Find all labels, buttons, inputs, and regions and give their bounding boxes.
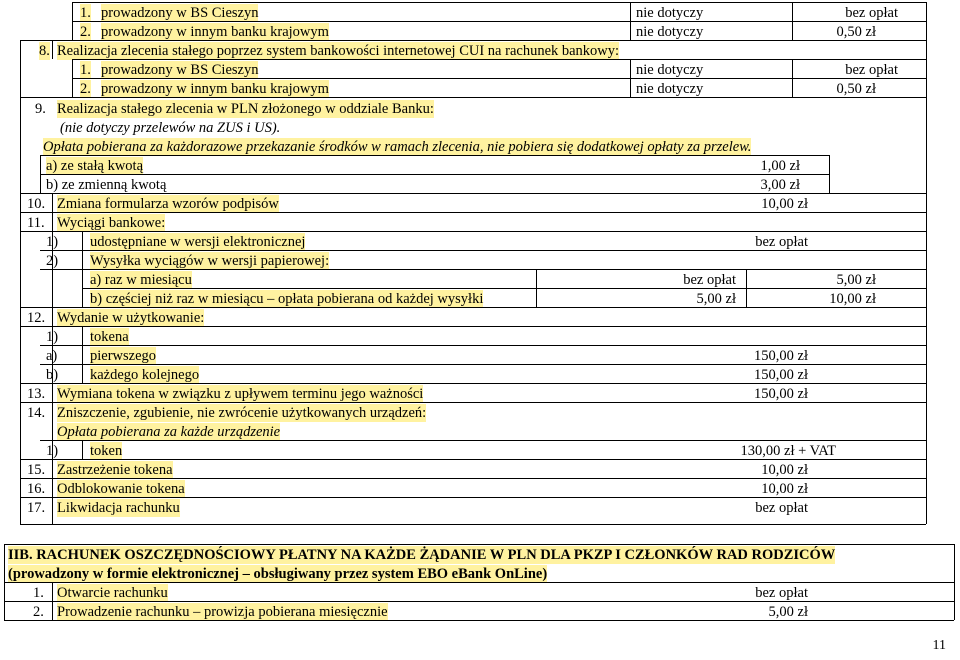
row-index: 10. xyxy=(27,196,46,212)
row-index: 9. xyxy=(35,101,46,117)
row-index: 1) xyxy=(46,234,59,250)
row-label: udostępniane w wersji elektronicznej xyxy=(90,234,306,250)
rule xyxy=(954,544,955,620)
fee-value: bez opłat xyxy=(755,234,808,250)
row-index: 2. xyxy=(80,24,91,40)
rule xyxy=(40,174,829,175)
fee-value: nie dotyczy xyxy=(636,81,704,97)
row-index: 2. xyxy=(33,604,44,620)
rule xyxy=(829,155,830,193)
row-index: 13. xyxy=(27,386,46,402)
row-index: b) xyxy=(46,367,59,383)
rule xyxy=(4,601,954,602)
rule xyxy=(792,2,793,40)
rule xyxy=(82,326,83,383)
row-heading: Realizacja zlecenia stałego poprzez system bankowości internetowej CUI na rachunek bankowy: xyxy=(57,43,620,59)
fee-value: 1,00 zł xyxy=(760,158,800,174)
fee-value: bez opłat xyxy=(845,62,898,78)
fee-value: 150,00 zł xyxy=(754,348,808,364)
row-label: prowadzony w BS Cieszyn xyxy=(101,5,259,21)
row-index: 12. xyxy=(27,310,46,326)
rule xyxy=(20,326,926,327)
fee-value: 150,00 zł xyxy=(754,386,808,402)
rule xyxy=(20,40,21,524)
rule xyxy=(82,440,83,459)
rule xyxy=(72,59,926,60)
rule xyxy=(926,2,927,524)
fee-value: 10,00 zł xyxy=(761,196,808,212)
row-label: Otwarcie rachunku xyxy=(57,585,168,601)
fee-value: bez opłat xyxy=(845,5,898,21)
fee-value: nie dotyczy xyxy=(636,24,704,40)
row-index: 8. xyxy=(39,43,50,59)
rule xyxy=(536,269,537,307)
rule xyxy=(72,2,73,40)
rule xyxy=(40,345,926,346)
rule xyxy=(20,497,926,498)
fee-value: 3,00 zł xyxy=(760,177,800,193)
rule xyxy=(20,459,926,460)
row-index: 1) xyxy=(46,443,59,459)
row-label: token xyxy=(90,443,123,459)
row-index: 11. xyxy=(27,215,45,231)
rule xyxy=(20,402,926,403)
rule xyxy=(40,269,926,270)
row-label: tokena xyxy=(90,329,129,345)
row-label: prowadzony w BS Cieszyn xyxy=(101,62,259,78)
rule xyxy=(20,307,926,308)
row-heading: Wydanie w użytkowanie: xyxy=(57,310,205,326)
rule xyxy=(40,250,926,251)
rule xyxy=(52,40,53,59)
rule xyxy=(20,212,926,213)
row-note: Opłata pobierana za każdorazowe przekazanie środków w ramach zlecenia, nie pobiera się dodatkowej opłaty za przelew. xyxy=(43,139,752,155)
fee-value: nie dotyczy xyxy=(636,5,704,21)
rule xyxy=(40,155,829,156)
row-note: Opłata pobierana za każde urządzenie xyxy=(57,424,281,440)
section-subtitle: (prowadzony w formie elektronicznej – obsługiwany przez system EBO eBank OnLine) xyxy=(8,566,548,582)
fee-value: 5,00 zł xyxy=(696,291,736,307)
rule xyxy=(40,155,41,193)
row-label: Wysyłka wyciągów w wersji papierowej: xyxy=(90,253,330,269)
rule xyxy=(20,231,926,232)
row-index: 2. xyxy=(80,81,91,97)
row-label: a) ze stałą kwotą xyxy=(46,158,144,174)
rule xyxy=(40,440,926,441)
row-note: (nie dotyczy przelewów na ZUS i US). xyxy=(60,120,281,136)
row-heading: Realizacja stałego zlecenia w PLN złożonego w oddziale Banku: xyxy=(57,101,434,117)
rule xyxy=(20,40,926,41)
row-index: 1. xyxy=(80,5,91,21)
rule xyxy=(82,231,83,307)
rule xyxy=(746,269,747,307)
row-label: Zmiana formularza wzorów podpisów xyxy=(57,196,279,212)
row-label: pierwszego xyxy=(90,348,157,364)
row-label: Likwidacja rachunku xyxy=(57,500,180,516)
fee-value: 0,50 zł xyxy=(836,24,876,40)
rule xyxy=(4,582,954,583)
fee-value: 5,00 zł xyxy=(836,272,876,288)
rule xyxy=(72,59,73,97)
rule xyxy=(82,288,926,289)
rule xyxy=(40,364,926,365)
row-heading: Wyciągi bankowe: xyxy=(57,215,166,231)
fee-value: 10,00 zł xyxy=(761,481,808,497)
rule xyxy=(630,2,631,40)
row-label: Zastrzeżenie tokena xyxy=(57,462,173,478)
row-label: b) częściej niż raz w miesiącu – opłata pobierana od każdej wysyłki xyxy=(90,291,484,307)
row-index: 15. xyxy=(27,462,46,478)
fee-value: nie dotyczy xyxy=(636,62,704,78)
page-number: 11 xyxy=(932,638,946,653)
fee-value: 0,50 zł xyxy=(836,81,876,97)
row-heading: Zniszczenie, zgubienie, nie zwrócenie użytkowanych urządzeń: xyxy=(57,405,427,421)
fee-value: bez opłat xyxy=(683,272,736,288)
fee-value: 10,00 zł xyxy=(829,291,876,307)
row-label: prowadzony w innym banku krajowym xyxy=(101,24,329,40)
fee-value: 10,00 zł xyxy=(761,462,808,478)
rule xyxy=(630,59,631,97)
rule xyxy=(4,620,954,621)
row-label: Wymiana tokena w związku z upływem terminu jego ważności xyxy=(57,386,424,402)
rule xyxy=(20,478,926,479)
rule xyxy=(72,2,926,3)
row-index: 2) xyxy=(46,253,59,269)
fee-value: 5,00 zł xyxy=(768,604,808,620)
row-index: 1) xyxy=(46,329,59,345)
rule xyxy=(20,524,926,525)
fee-value: 150,00 zł xyxy=(754,367,808,383)
row-index: 17. xyxy=(27,500,46,516)
row-label: a) raz w miesiącu xyxy=(90,272,192,288)
rule xyxy=(20,97,926,98)
rule xyxy=(4,544,954,545)
row-label: prowadzony w innym banku krajowym xyxy=(101,81,329,97)
rule xyxy=(792,59,793,97)
rule xyxy=(20,383,926,384)
row-label: Prowadzenie rachunku – prowizja pobierana miesięcznie xyxy=(57,604,388,620)
row-index: 1. xyxy=(33,585,44,601)
rule xyxy=(20,193,926,194)
row-label: każdego kolejnego xyxy=(90,367,200,383)
row-label: b) ze zmienną kwotą xyxy=(46,177,167,193)
fee-value: bez opłat xyxy=(755,585,808,601)
fee-value: 130,00 zł + VAT xyxy=(740,443,836,459)
section-title: IIB. RACHUNEK OSZCZĘDNOŚCIOWY PŁATNY NA KAŻDE ŻĄDANIE W PLN DLA PKZP I CZŁONKÓW RAD RODZICÓW xyxy=(8,547,836,563)
rule xyxy=(72,78,926,79)
rule xyxy=(4,544,5,620)
row-index: a) xyxy=(46,348,58,364)
fee-value: bez opłat xyxy=(755,500,808,516)
rule xyxy=(72,21,926,22)
row-index: 1. xyxy=(80,62,91,78)
row-index: 14. xyxy=(27,405,46,421)
rule xyxy=(52,193,53,524)
row-label: Odblokowanie tokena xyxy=(57,481,185,497)
rule xyxy=(52,582,53,620)
row-index: 16. xyxy=(27,481,46,497)
